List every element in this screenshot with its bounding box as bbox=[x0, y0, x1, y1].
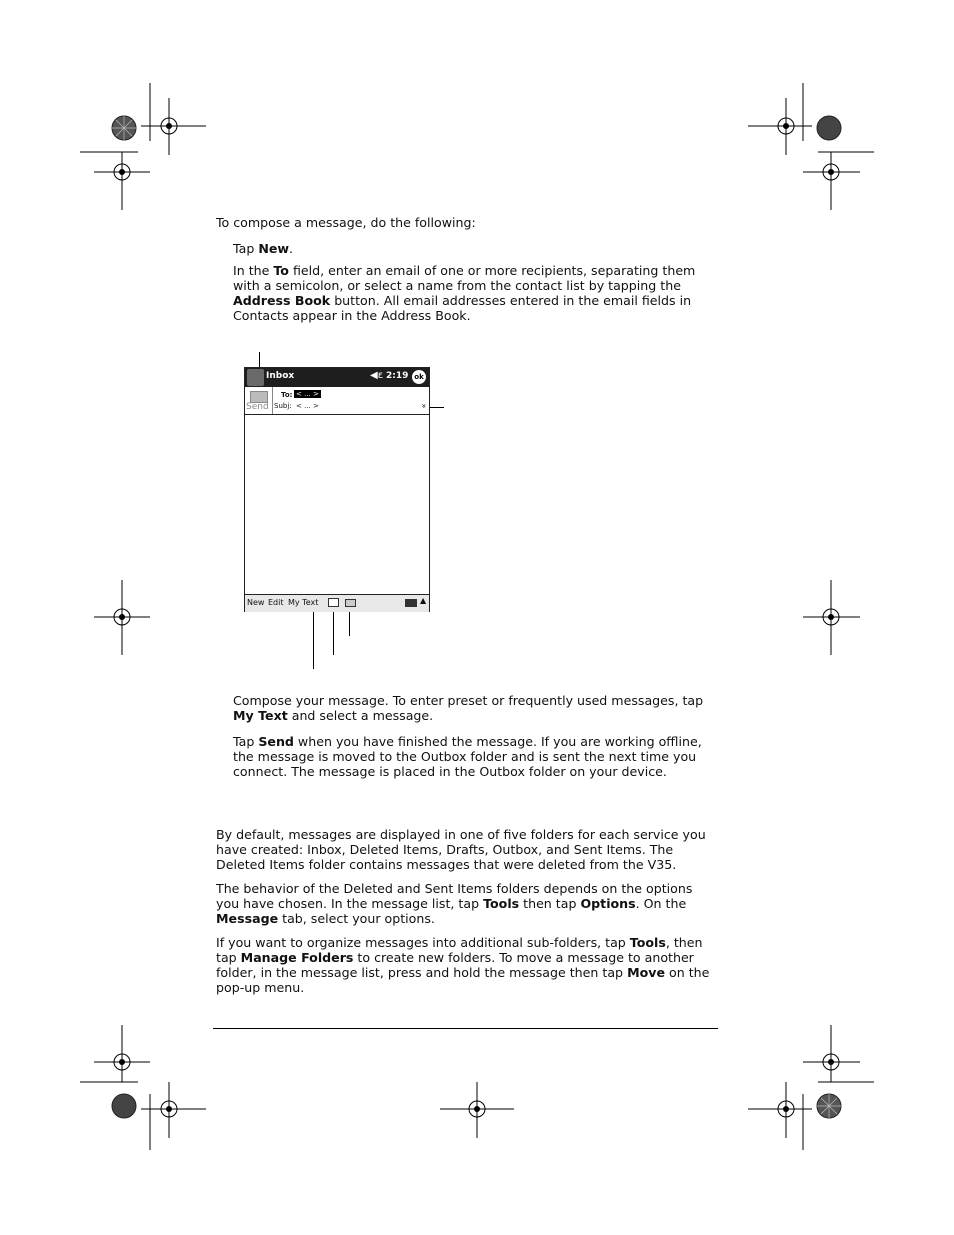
para2-text-4: tab, select your options. bbox=[278, 911, 435, 926]
footer-rule bbox=[213, 1028, 718, 1029]
step1-pre: Tap bbox=[233, 241, 259, 256]
intro-text: To compose a message, do the following: bbox=[216, 215, 476, 230]
para2-bold-tools: Tools bbox=[483, 896, 520, 911]
menu-edit[interactable]: Edit bbox=[268, 598, 284, 607]
para3-text-1: If you want to organize messages into additional sub-folders, tap bbox=[216, 935, 630, 950]
para3-bold-move: Move bbox=[627, 965, 665, 980]
para3-bold-tools: Tools bbox=[629, 935, 666, 950]
recorder-icon[interactable] bbox=[345, 599, 356, 607]
device-title: Inbox bbox=[266, 371, 295, 381]
step1-bold: New bbox=[258, 241, 290, 256]
step2-text-3: button. All email addresses entered in the email fields in Contacts appear in the Address Book. bbox=[233, 293, 692, 323]
step2-text-1: In the bbox=[233, 263, 274, 278]
step3-text-1: Compose your message. To enter preset or frequently used messages, tap bbox=[233, 693, 704, 708]
folders-para-3 bbox=[216, 935, 711, 995]
step3-text-2: and select a message. bbox=[287, 708, 434, 723]
step-tap-new bbox=[233, 241, 713, 256]
send-label: Send bbox=[246, 402, 269, 412]
para3-text-2: , then tap bbox=[216, 935, 703, 965]
expand-header-icon[interactable]: » bbox=[419, 403, 429, 409]
to-label: To: bbox=[281, 391, 293, 399]
para2-text-1: The behavior of the Deleted and Sent Items folders depends on the options you have chosen. In the message list, tap bbox=[216, 881, 693, 911]
device-time: 2:19 bbox=[386, 371, 409, 381]
para3-bold-manage-folders: Manage Folders bbox=[240, 950, 354, 965]
subject-field[interactable]: < ... > bbox=[296, 402, 319, 410]
step-compose bbox=[233, 693, 708, 723]
step3-bold-my-text: My Text bbox=[233, 708, 288, 723]
menu-my-text[interactable]: My Text bbox=[288, 598, 319, 607]
device-menu-bar bbox=[245, 594, 429, 612]
menu-new[interactable]: New bbox=[247, 598, 265, 607]
step-send bbox=[233, 734, 708, 779]
para2-text-3: . On the bbox=[635, 896, 687, 911]
ok-button[interactable]: ok bbox=[412, 370, 426, 384]
para2-bold-message: Message bbox=[216, 911, 279, 926]
windows-start-icon[interactable] bbox=[247, 369, 264, 386]
para2-text-2: then tap bbox=[519, 896, 581, 911]
subject-label: Subj: bbox=[274, 402, 292, 410]
step2-bold-to: To bbox=[273, 263, 289, 278]
insert-icon[interactable] bbox=[328, 598, 339, 607]
para3-text-4: on the pop-up menu. bbox=[216, 965, 710, 995]
folders-para-1: By default, messages are displayed in one of five folders for each service you have created: Inbox, Deleted Items, Drafts, Outbox, and Sent Items. The Deleted Items folder contains messages that were deleted from the V35. bbox=[216, 827, 706, 872]
step-to-field bbox=[233, 263, 708, 323]
to-field[interactable]: < ... > bbox=[296, 390, 319, 398]
callout-my-text bbox=[313, 611, 314, 669]
device-screenshot bbox=[244, 367, 430, 612]
send-button[interactable] bbox=[245, 387, 273, 414]
step4-text-2: when you have finished the message. If you are working offline, the message is moved to the Outbox folder and is sent the next time you connect. The message is placed in the Outbox folder on your device. bbox=[233, 734, 702, 779]
input-selector-arrow-icon[interactable]: ▲ bbox=[420, 596, 427, 605]
step1-post: . bbox=[289, 241, 294, 256]
para2-bold-options: Options bbox=[580, 896, 636, 911]
device-title-bar bbox=[245, 368, 429, 387]
folders-para-2 bbox=[216, 881, 716, 926]
keyboard-icon[interactable] bbox=[405, 599, 417, 607]
callout-icon1 bbox=[333, 607, 334, 655]
step4-bold-send: Send bbox=[258, 734, 294, 749]
step2-text-2: field, enter an email of one or more recipients, separating them with a semicolon, or select a name from the contact list by tapping the bbox=[233, 263, 696, 293]
callout-expand bbox=[428, 407, 444, 408]
step2-bold-address-book: Address Book bbox=[233, 293, 331, 308]
message-header bbox=[245, 387, 429, 415]
step4-text-1: Tap bbox=[233, 734, 259, 749]
speaker-icon[interactable]: ◀ε bbox=[370, 370, 384, 381]
para3-text-3: to create new folders. To move a message to another folder, in the message list, press and hold the message then tap bbox=[216, 950, 694, 980]
